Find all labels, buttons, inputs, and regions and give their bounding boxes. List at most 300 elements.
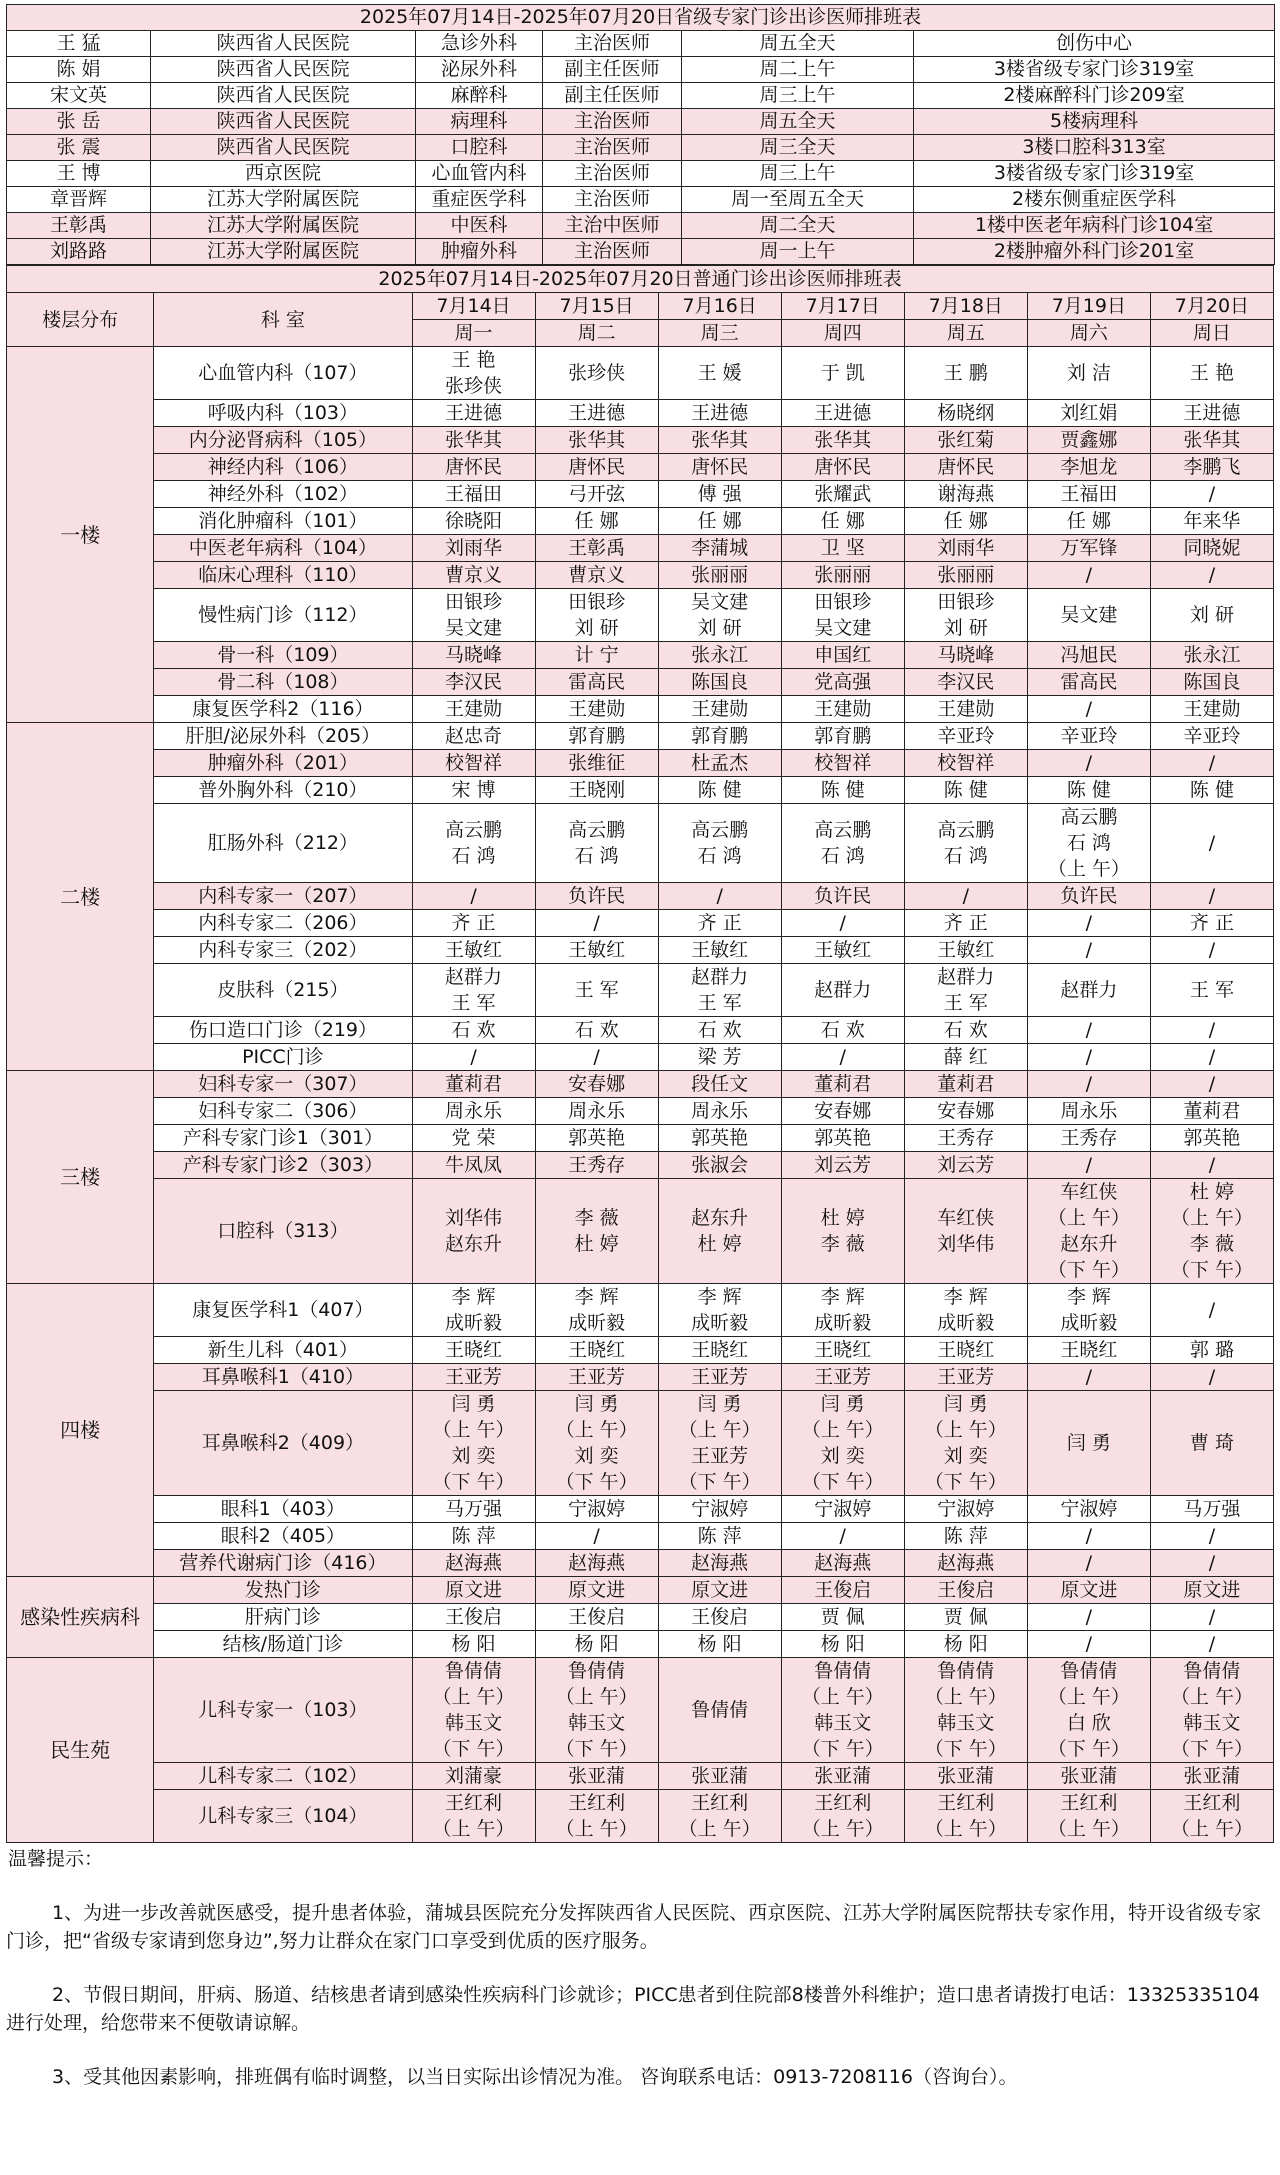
doctor-name: 董莉君 [937,1073,995,1095]
doctor-name: 杨 阳 [574,1633,619,1655]
schedule-row [7,1523,1274,1550]
doctor-name: 赵海燕 [445,1552,503,1574]
floor-label: 三楼 [7,1071,154,1284]
doctor-cell [535,669,658,696]
department-name: 儿科专家一（103） [154,1658,412,1763]
doctor-cell [1027,1790,1150,1843]
doctor-name: 王晓红 [445,1339,503,1361]
schedule-row [7,1044,1274,1071]
doctor-name: 王晓红 [691,1339,749,1361]
doctor-name: 党高强 [814,671,872,693]
schedule-row [7,1337,1274,1364]
doctor-name: 周永乐 [691,1100,749,1122]
doctor-name: 张华其 [691,429,749,451]
expert-row [7,239,1275,265]
doctor-cell [658,1098,781,1125]
doctor-name: 王亚芳 [691,1366,749,1388]
doctor-cell [658,1071,781,1098]
doctor-name: 王进德 [814,402,872,424]
doctor-name: 王 艳 [451,349,496,371]
doctor-name: （上 午） [924,1686,1007,1708]
notes-section [6,1843,1274,2091]
expert-name: 张 岳 [7,109,151,135]
doctor-name: 杨 阳 [820,1633,865,1655]
doctor-name: 齐 正 [451,912,496,934]
doctor-cell [781,937,904,964]
doctor-name: 辛亚玲 [1060,725,1118,747]
doctor-cell [904,1550,1027,1577]
doctor-cell [658,1364,781,1391]
doctor-cell [1150,1098,1273,1125]
doctor-name: 辛亚玲 [937,725,995,747]
doctor-cell [535,1658,658,1763]
doctor-name: 杜孟杰 [691,752,749,774]
doctor-name: 郭英艳 [568,1127,626,1149]
doctor-cell [412,964,535,1017]
schedule-row [7,964,1274,1017]
expert-hospital: 江苏大学附属医院 [151,187,416,213]
doctor-cell [412,508,535,535]
doctor-cell [1027,454,1150,481]
doctor-name: 刘红娟 [1060,402,1118,424]
note-item: 1、为进一步改善就医感受，提升患者体验，蒲城县医院充分发挥陕西省人民医院、西京医院、江苏大学附属医院帮扶专家作用，特开设省级专家门诊，把“省级专家请到您身边”,努力让群众在家门口享受到优质的医疗服务。 [6,1902,1262,1952]
doctor-name: （上 午） [555,1686,638,1708]
expert-clinic-table [6,4,1275,265]
schedule-row [7,400,1274,427]
doctor-cell [1027,1391,1150,1496]
doctor-cell [1150,1790,1273,1843]
expert-time: 周五全天 [682,31,914,57]
doctor-name: 鲁倩倩 [445,1660,503,1682]
expert-hospital: 陕西省人民医院 [151,31,416,57]
doctor-name: （下 午） [1170,1738,1253,1760]
doctor-cell [904,964,1027,1017]
schedule-table-title: 2025年07月14日-2025年07月20日普通门诊出诊医师排班表 [7,266,1274,293]
doctor-name: 张亚蒲 [568,1765,626,1787]
doctor-cell [1150,454,1273,481]
doctor-name: （下 午） [432,1738,515,1760]
doctor-cell [535,1631,658,1658]
doctor-name: 唐怀民 [937,456,995,478]
doctor-name: / [839,912,846,934]
doctor-name: 李 辉 [697,1286,742,1308]
doctor-name: / [1085,1366,1093,1388]
department-name: 伤口造口门诊（219） [154,1017,412,1044]
doctor-name: 段任文 [691,1073,749,1095]
doctor-cell [535,481,658,508]
doctor-name: 张亚蒲 [1060,1765,1118,1787]
doctor-cell [904,642,1027,669]
doctor-name: 石 鸿 [574,845,619,867]
expert-time: 周五全天 [682,109,914,135]
department-name: 皮肤科（215） [154,964,412,1017]
department-name: 发热门诊 [154,1577,412,1604]
doctor-name: 刘雨华 [937,537,995,559]
doctor-cell [1150,562,1273,589]
expert-dept: 肿瘤外科 [416,239,543,265]
doctor-name: 成昕毅 [568,1312,626,1334]
doctor-name: 韩玉文 [445,1712,503,1734]
doctor-cell [412,427,535,454]
doctor-name: 雷高民 [1060,671,1118,693]
doctor-name: 王俊启 [568,1606,626,1628]
expert-time: 周二全天 [682,213,914,239]
department-name: 儿科专家三（104） [154,1790,412,1843]
doctor-name: 杨 阳 [451,1633,496,1655]
doctor-name: / [1208,885,1216,907]
department-name: 内分泌肾病科（105） [154,427,412,454]
doctor-name: （下 午） [801,1471,884,1493]
doctor-cell [412,1044,535,1071]
doctor-cell [535,910,658,937]
doctor-name: 王红利 [445,1792,503,1814]
doctor-name: / [1085,698,1093,720]
doctor-name: 石 鸿 [1066,832,1111,854]
date-header: 7月16日 [658,293,781,320]
doctor-name: 曹京义 [445,564,503,586]
schedule-row [7,481,1274,508]
doctor-cell [781,696,904,723]
expert-location: 5楼病理科 [914,109,1275,135]
doctor-cell [412,1017,535,1044]
doctor-name: 张丽丽 [691,564,749,586]
doctor-cell [412,696,535,723]
doctor-name: 唐怀民 [445,456,503,478]
expert-row [7,187,1275,213]
doctor-name: / [1208,1299,1216,1321]
department-name: 内科专家二（206） [154,910,412,937]
department-name: 口腔科（313） [154,1179,412,1284]
doctor-cell [658,1044,781,1071]
doctor-name: 王进德 [568,402,626,424]
doctor-cell [904,1523,1027,1550]
doctor-cell [904,883,1027,910]
doctor-name: 王晓红 [568,1339,626,1361]
doctor-name: 王亚芳 [691,1445,749,1467]
doctor-cell [412,1496,535,1523]
doctor-name: 薛 红 [943,1046,988,1068]
doctor-name: 田银珍 [937,591,995,613]
floor-label: 感染性疾病科 [7,1577,154,1658]
doctor-cell [1027,723,1150,750]
doctor-name: 白 欣 [1066,1712,1111,1734]
doctor-cell [1027,1179,1150,1284]
doctor-cell [1027,1152,1150,1179]
doctor-name: 陈 萍 [943,1525,988,1547]
doctor-cell [1150,1496,1273,1523]
doctor-name: 任 娜 [574,510,619,532]
doctor-name: 刘雨华 [445,537,503,559]
weekday-header: 周三 [658,320,781,347]
doctor-name: 石 鸿 [451,845,496,867]
weekday-header: 周五 [904,320,1027,347]
doctor-name: （上 午） [432,1419,515,1441]
department-name: 耳鼻喉科2（409） [154,1391,412,1496]
doctor-name: 张亚蒲 [814,1765,872,1787]
schedule-row [7,1152,1274,1179]
doctor-name: 王敏红 [691,939,749,961]
weekday-header: 周二 [535,320,658,347]
expert-name: 章晋辉 [7,187,151,213]
doctor-name: / [1085,1552,1093,1574]
doctor-name: 张淑会 [691,1154,749,1176]
doctor-name: 李蒲城 [691,537,749,559]
weekday-header: 周六 [1027,320,1150,347]
doctor-name: 吴文建 [691,591,749,613]
doctor-cell [535,1179,658,1284]
doctor-name: / [470,1046,477,1068]
doctor-cell [904,1790,1027,1843]
schedule-row [7,1017,1274,1044]
doctor-name: 王俊启 [445,1606,503,1628]
doctor-name: 赵忠奇 [445,725,503,747]
schedule-row [7,1179,1274,1284]
doctor-cell [412,1604,535,1631]
doctor-name: 宁淑婷 [568,1498,626,1520]
doctor-name: / [1085,1046,1093,1068]
doctor-name: 刘云芳 [814,1154,872,1176]
doctor-name: / [1208,939,1216,961]
doctor-name: 李 辉 [820,1286,865,1308]
department-name: 营养代谢病门诊（416） [154,1550,412,1577]
doctor-cell [412,1098,535,1125]
expert-title: 主治医师 [543,161,682,187]
doctor-name: 王建勋 [937,698,995,720]
doctor-name: 张耀武 [814,483,872,505]
doctor-cell [658,400,781,427]
doctor-name: 原文进 [691,1579,749,1601]
doctor-cell [1027,1098,1150,1125]
department-name: 内科专家一（207） [154,883,412,910]
doctor-cell [1150,1658,1273,1763]
doctor-name: 鲁倩倩 [568,1660,626,1682]
department-name: 心血管内科（107） [154,347,412,400]
schedule-row [7,1763,1274,1790]
doctor-name: 王 军 [574,979,619,1001]
doctor-cell [658,454,781,481]
expert-row [7,213,1275,239]
doctor-name: 王俊启 [937,1579,995,1601]
expert-location: 3楼口腔科313室 [914,135,1275,161]
expert-dept: 重症医学科 [416,187,543,213]
doctor-cell [412,723,535,750]
doctor-cell [535,1125,658,1152]
doctor-name: 刘蒲豪 [445,1765,503,1787]
doctor-name: （上 午） [432,1686,515,1708]
doctor-cell [904,750,1027,777]
department-name: 眼科1（403） [154,1496,412,1523]
doctor-name: 原文进 [1183,1579,1241,1601]
doctor-name: 刘华伟 [937,1233,995,1255]
doctor-name: 校智祥 [814,752,872,774]
doctor-name: / [716,885,723,907]
doctor-name: 成昕毅 [691,1312,749,1334]
doctor-name: （下 午） [924,1471,1007,1493]
doctor-cell [412,1284,535,1337]
doctor-name: 王敏红 [568,939,626,961]
doctor-name: 李汉民 [445,671,503,693]
expert-location: 3楼省级专家门诊319室 [914,161,1275,187]
doctor-name: 任 娜 [820,510,865,532]
expert-row [7,135,1275,161]
department-name: 神经内科（106） [154,454,412,481]
doctor-name: 成昕毅 [937,1312,995,1334]
doctor-name: / [1208,1552,1216,1574]
doctor-name: 负许民 [1060,885,1118,907]
doctor-name: 鲁倩倩 [1060,1660,1118,1682]
expert-time: 周二上午 [682,57,914,83]
doctor-cell [781,964,904,1017]
floor-label: 民生苑 [7,1658,154,1843]
expert-location: 1楼中医老年病科门诊104室 [914,213,1275,239]
doctor-name: 石 鸿 [697,845,742,867]
department-name: 康复医学科2（116） [154,696,412,723]
schedule-row [7,910,1274,937]
doctor-name: 石 欢 [451,1019,496,1041]
doctor-name: 李 辉 [574,1286,619,1308]
doctor-cell [1027,1658,1150,1763]
department-name: 慢性病门诊（112） [154,589,412,642]
schedule-row [7,427,1274,454]
doctor-cell [904,777,1027,804]
doctor-cell [781,454,904,481]
schedule-row [7,1550,1274,1577]
doctor-name: 张红菊 [937,429,995,451]
doctor-name: 赵群力 [1060,979,1118,1001]
doctor-cell [412,1790,535,1843]
doctor-name: 董莉君 [814,1073,872,1095]
doctor-cell [1027,1604,1150,1631]
doctor-name: （上 午） [1047,858,1130,880]
doctor-name: 韩玉文 [814,1712,872,1734]
doctor-name: 王 媛 [697,362,742,384]
expert-title: 主治医师 [543,187,682,213]
doctor-cell [781,1577,904,1604]
doctor-name: 李旭龙 [1060,456,1118,478]
doctor-name: 王亚芳 [445,1366,503,1388]
doctor-cell [781,777,904,804]
doctor-cell [412,1179,535,1284]
doctor-name: 卫 坚 [820,537,865,559]
doctor-cell [1150,1071,1273,1098]
doctor-name: 李 辉 [1066,1286,1111,1308]
doctor-name: （上 午） [678,1818,761,1840]
doctor-cell [904,427,1027,454]
doctor-name: 李鹏飞 [1183,456,1241,478]
doctor-name: 赵群力 [814,979,872,1001]
doctor-name: 成昕毅 [814,1312,872,1334]
expert-time: 周三上午 [682,83,914,109]
doctor-cell [1027,1125,1150,1152]
date-header: 7月15日 [535,293,658,320]
note-item: 3、受其他因素影响，排班偶有临时调整，以当日实际出诊情况为准。 咨询联系电话：0913-7208116（咨询台）。 [52,2066,1018,2088]
doctor-cell [1150,1763,1273,1790]
doctor-name: 唐怀民 [691,456,749,478]
expert-location: 创伤中心 [914,31,1275,57]
doctor-cell [781,1179,904,1284]
doctor-name: 王 鹏 [943,362,988,384]
doctor-name: 王红利 [937,1792,995,1814]
department-name: 骨二科（108） [154,669,412,696]
doctor-cell [904,1071,1027,1098]
schedule-row [7,1631,1274,1658]
doctor-cell [1150,347,1273,400]
date-header: 7月18日 [904,293,1027,320]
expert-name: 刘路路 [7,239,151,265]
doctor-name: 赵海燕 [691,1552,749,1574]
doctor-name: 王红利 [814,1792,872,1814]
doctor-cell [904,1604,1027,1631]
doctor-cell [412,1071,535,1098]
doctor-name: / [1085,1633,1093,1655]
doctor-cell [781,535,904,562]
department-name: 肛肠外科（212） [154,804,412,883]
doctor-name: 辛亚玲 [1183,725,1241,747]
doctor-cell [781,1337,904,1364]
department-name: 骨一科（109） [154,642,412,669]
doctor-cell [781,347,904,400]
doctor-cell [904,1125,1027,1152]
doctor-cell [781,1523,904,1550]
doctor-cell [658,1152,781,1179]
expert-name: 王 博 [7,161,151,187]
doctor-cell [1027,1577,1150,1604]
doctor-name: 王彰禹 [568,537,626,559]
doctor-name: 万军锋 [1060,537,1118,559]
doctor-cell [781,1658,904,1763]
doctor-cell [535,723,658,750]
doctor-cell [412,1391,535,1496]
dept-header: 科 室 [154,293,412,347]
doctor-cell [904,1152,1027,1179]
doctor-name: / [1085,939,1093,961]
doctor-cell [412,777,535,804]
doctor-cell [904,589,1027,642]
doctor-name: 李 辉 [451,1286,496,1308]
doctor-cell [658,669,781,696]
doctor-name: 鲁倩倩 [1183,1660,1241,1682]
doctor-cell [1150,1284,1273,1337]
doctor-cell [1150,937,1273,964]
date-header: 7月20日 [1150,293,1273,320]
doctor-cell [1150,1179,1273,1284]
doctor-name: 田银珍 [445,591,503,613]
doctor-cell [535,804,658,883]
doctor-name: 陈 健 [697,779,742,801]
doctor-name: 高云鹏 [814,819,872,841]
doctor-cell [781,1125,904,1152]
doctor-name: 王敏红 [814,939,872,961]
doctor-cell [1027,400,1150,427]
doctor-name: 唐怀民 [568,456,626,478]
doctor-cell [412,454,535,481]
doctor-cell [535,1152,658,1179]
doctor-cell [658,910,781,937]
department-name: 妇科专家二（306） [154,1098,412,1125]
doctor-name: 宁淑婷 [814,1498,872,1520]
doctor-name: 刘 研 [697,617,742,639]
doctor-name: 闫 勇 [943,1393,988,1415]
doctor-cell [1150,804,1273,883]
doctor-cell [781,1098,904,1125]
doctor-cell [781,723,904,750]
doctor-cell [535,1071,658,1098]
doctor-name: 雷高民 [568,671,626,693]
doctor-cell [904,347,1027,400]
doctor-name: 王亚芳 [568,1366,626,1388]
doctor-cell [781,669,904,696]
doctor-name: 陈 健 [1066,779,1111,801]
